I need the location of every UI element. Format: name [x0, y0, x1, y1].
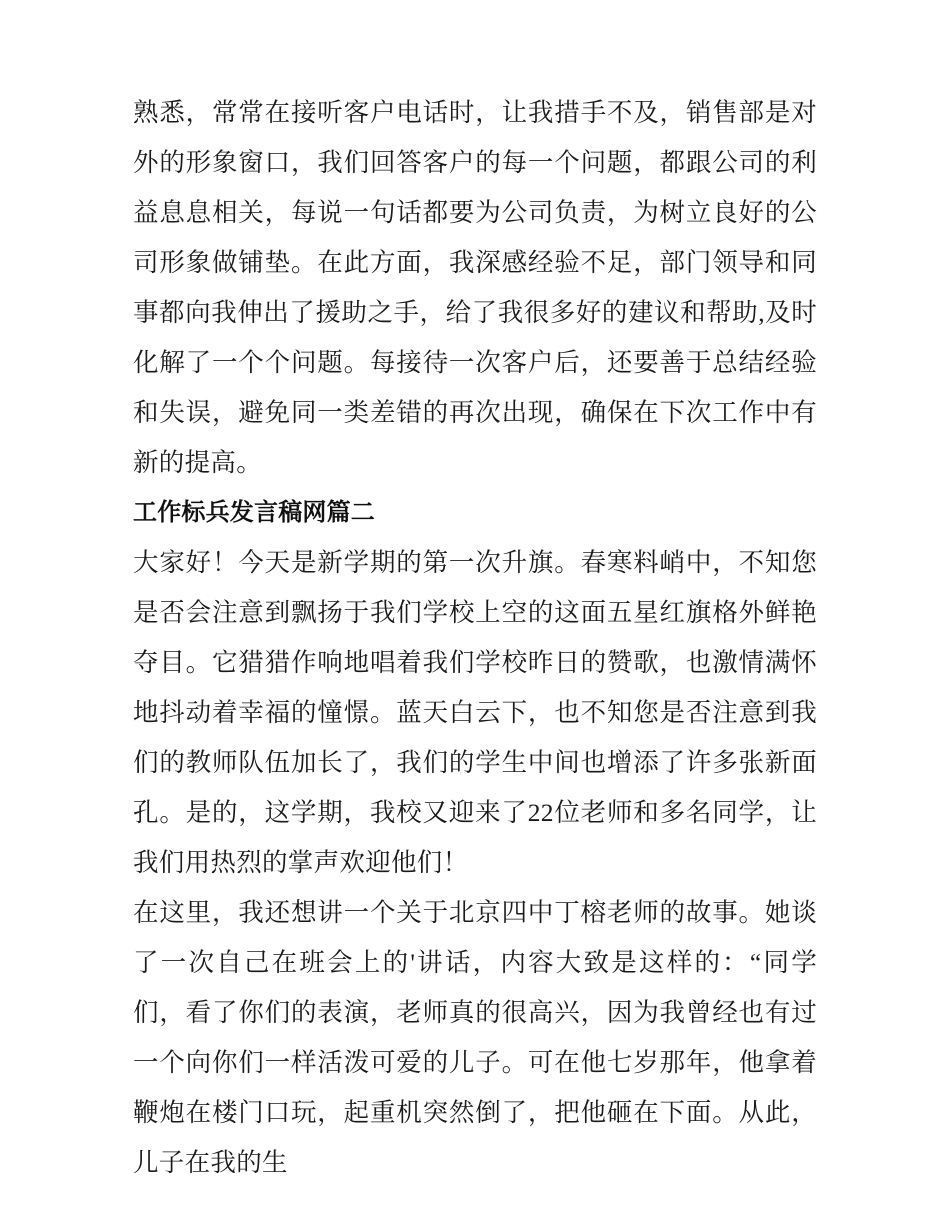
document-body	[133, 88, 817, 1188]
section-heading: 工作标兵发言稿网篇二	[133, 500, 375, 526]
paragraph: 大家好！今天是新学期的第一次升旗。春寒料峭中，不知您是否会注意到飘扬于我们学校上空的这面五星红旗格外鲜艳夺目。它猎猎作响地唱着我们学校昨日的赞歌，也激情满怀地抖动着幸福的憧憬。蓝天白云下，也不知您是否注意到我们的教师队伍加长了，我们的学生中间也增添了许多张新面孔。是的，这学期，我校又迎来了22位老师和多名同学，让我们用热烈的掌声欢迎他们！	[133, 548, 817, 877]
paragraph: 熟悉，常常在接听客户电话时，让我措手不及，销售部是对外的形象窗口，我们回答客户的每一个问题，都跟公司的利益息息相关，每说一句话都要为公司负责，为树立良好的公司形象做铺垫。在此方面，我深感经验不足，部门领导和同事都向我伸出了援助之手，给了我很多好的建议和帮助,及时化解了一个个问题。每接待一次客户后，还要善于总结经验和失误，避免同一类差错的再次出现，确保在下次工作中有新的提高。	[133, 98, 817, 477]
paragraph: 在这里，我还想讲一个关于北京四中丁榕老师的故事。她谈了一次自己在班会上的'讲话，内容大致是这样的：“同学们，看了你们的表演，老师真的很高兴，因为我曾经也有过一个向你们一样活泼可爱的儿子。可在他七岁那年，他拿着鞭炮在楼门口玩，起重机突然倒了，把他砸在下面。从此，儿子在我的生	[133, 898, 817, 1177]
